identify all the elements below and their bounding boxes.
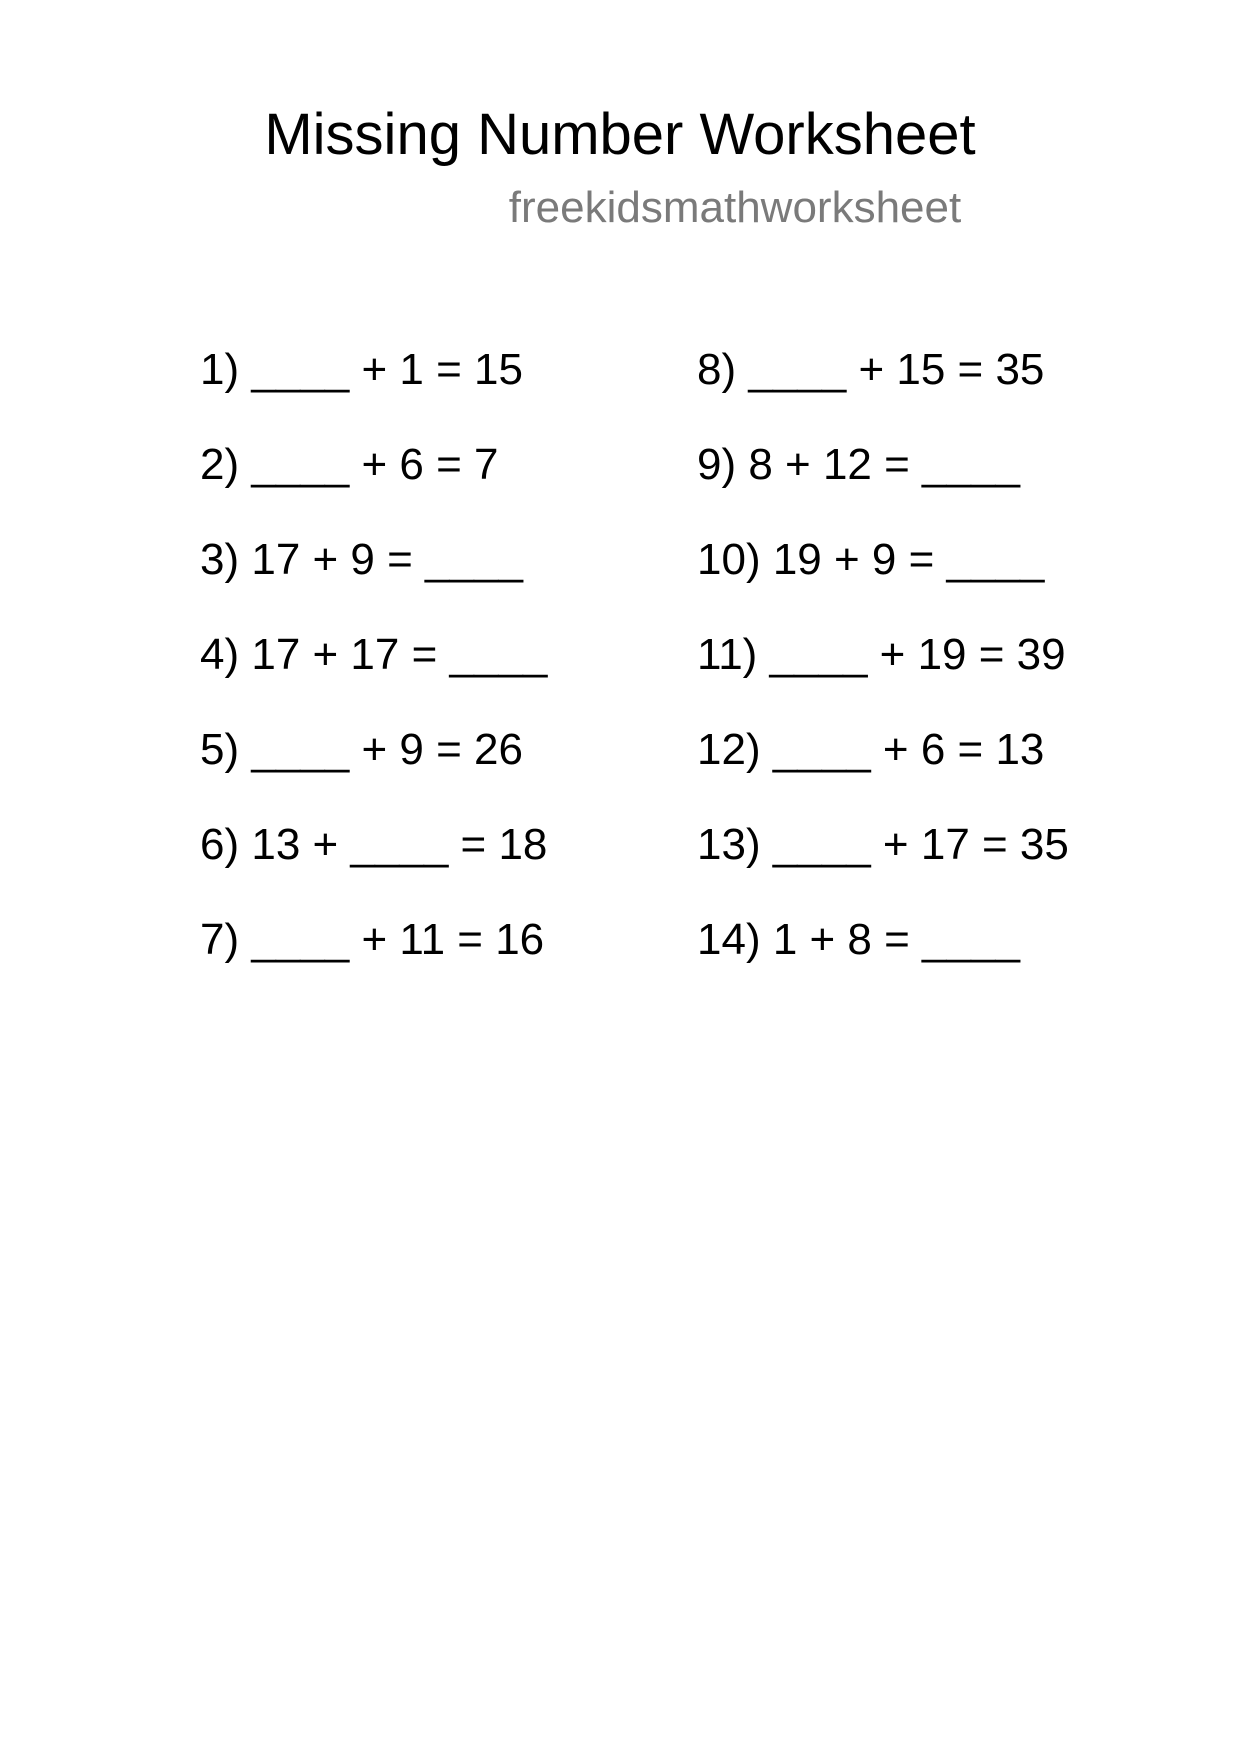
problem-6: 6) 13 + ____ = 18 — [200, 820, 548, 869]
problem-11: 11) ____ + 19 = 39 — [697, 630, 1066, 679]
problem-column-left — [200, 343, 547, 1008]
problem-2: 2) ____ + 6 = 7 — [200, 440, 499, 489]
worksheet-title: Missing Number Worksheet — [264, 102, 976, 167]
problem-1: 1) ____ + 1 = 15 — [200, 345, 523, 394]
problem-13: 13) ____ + 17 = 35 — [697, 820, 1069, 869]
problem-14: 14) 1 + 8 = ____ — [697, 915, 1020, 964]
problem-9: 9) 8 + 12 = ____ — [697, 440, 1020, 489]
problem-5: 5) ____ + 9 = 26 — [200, 725, 523, 774]
worksheet-subtitle: freekidsmathworksheet — [508, 183, 962, 232]
problem-4: 4) 17 + 17 = ____ — [200, 630, 548, 679]
problem-column-right — [697, 343, 1069, 1008]
problem-7: 7) ____ + 11 = 16 — [200, 915, 545, 964]
problem-3: 3) 17 + 9 = ____ — [200, 535, 523, 584]
problem-10: 10) 19 + 9 = ____ — [697, 535, 1045, 584]
problem-8: 8) ____ + 15 = 35 — [697, 345, 1045, 394]
problem-12: 12) ____ + 6 = 13 — [697, 725, 1045, 774]
